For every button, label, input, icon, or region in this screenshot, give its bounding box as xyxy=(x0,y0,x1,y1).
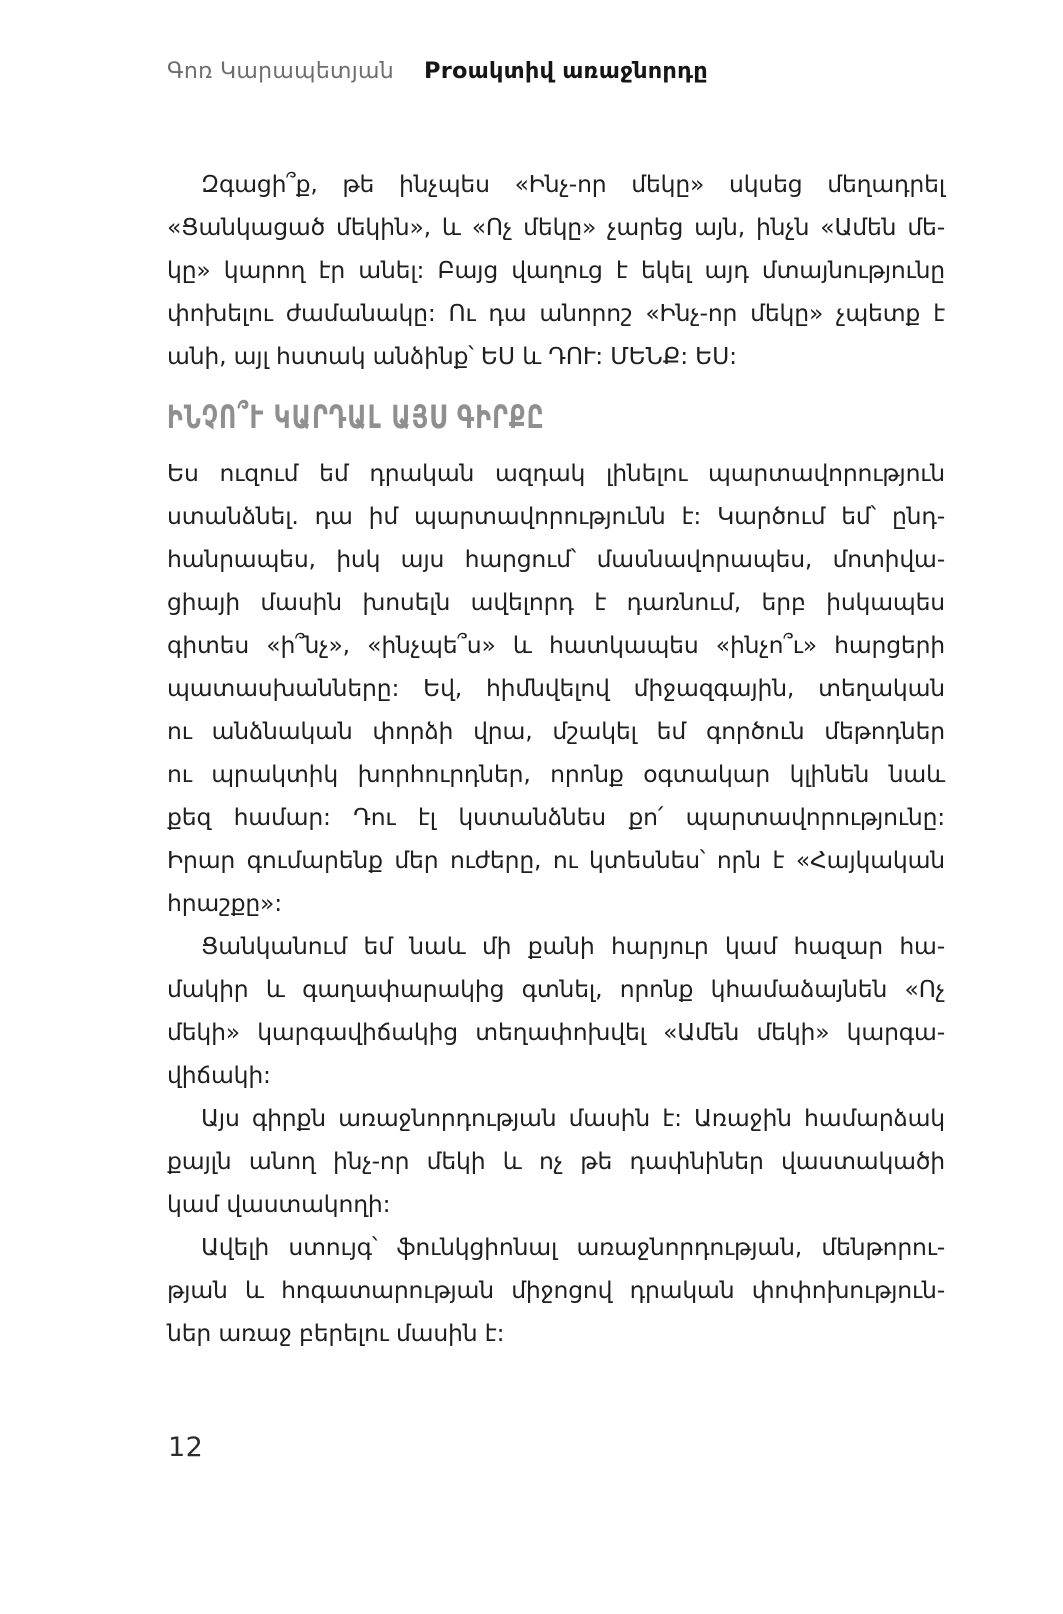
text-line: վիճակի: xyxy=(167,1061,271,1089)
text-line: անի, այլ հստակ անձինք՝ ԵՍ և ԴՈՒ: ՄԵՆՔ: ԵՍ: xyxy=(167,342,737,370)
paragraph xyxy=(167,452,945,925)
paragraph xyxy=(167,1226,945,1355)
text-line: պատասխանները: Եվ, հիմնվելով միջազգային, տեղական xyxy=(167,674,945,702)
text-line: Ավելի ստույգ՝ ֆունկցիոնալ առաջնորդության, մենթորու- xyxy=(201,1233,945,1261)
text-line: կամ վաստակողի: xyxy=(167,1190,391,1218)
text-line: քայլն անող ինչ-որ մեկի և ոչ թե դափնիներ վաստակածի xyxy=(167,1147,945,1175)
paragraphs-after-heading xyxy=(167,452,945,1355)
paragraph xyxy=(167,1097,945,1226)
text-line: թյան և հոգատարության միջոցով դրական փոփոխություն- xyxy=(167,1276,945,1304)
text-line: «Ցանկացած մեկին», և «Ոչ մեկը» չարեց այն, ինչն «Ամեն մե- xyxy=(167,213,945,241)
text-line: Ես ուզում եմ դրական ազդակ լինելու պարտավորություն xyxy=(167,459,945,487)
text-line: գիտես «ի՞նչ», «ինչպե՞ս» և հատկապես «ինչո՞ւ» հարցերի xyxy=(167,631,945,659)
text-line: հրաշքը»: xyxy=(167,889,282,917)
text-line: Իրար գումարենք մեր ուժերը, ու կտեսնես՝ որն է «Հայկական xyxy=(167,846,945,874)
text-line: Այս գիրքն առաջնորդության մասին է: Առաջին համարձակ xyxy=(201,1104,945,1132)
text-line: հանրապես, իսկ այս հարցում՝ մասնավորապես, մոտիվա- xyxy=(167,545,945,573)
text-line: ստանձնել. դա իմ պարտավորությունն է: Կարծում եմ՝ ընդ- xyxy=(167,502,945,530)
text-line: ցիայի մասին խոսելն ավելորդ է դառնում, երբ իսկապես xyxy=(167,588,945,616)
running-header xyxy=(167,58,943,84)
text-line: քեզ համար: Դու էլ կստանձնես քո՛ պարտավորությունը: xyxy=(167,803,945,831)
text-line: ներ առաջ բերելու մասին է: xyxy=(167,1319,505,1347)
text-line: ու անձնական փորձի վրա, մշակել եմ գործուն մեթոդներ xyxy=(167,717,945,745)
text-line: փոխելու ժամանակը: Ու դա անորոշ «Ինչ-որ մեկը» չպետք է xyxy=(167,299,945,327)
header-author: Գոռ Կարապետյան xyxy=(167,59,395,84)
page-number: 12 xyxy=(168,1432,204,1463)
text-line: Զգացի՞ք, թե ինչպես «Ինչ-որ մեկը» սկսեց մեղադրել xyxy=(201,170,945,198)
section-heading-text: ԻՆՉՈ՞Ւ ԿԱՐԴԱԼ ԱՅՍ ԳԻՐՔԸ xyxy=(167,398,545,436)
text-line: Ցանկանում եմ նաև մի քանի հարյուր կամ հազար հա- xyxy=(201,932,945,960)
text-line: մեկի» կարգավիճակից տեղափոխվել «Ամեն մեկի» կարգա- xyxy=(167,1018,945,1046)
header-book-title: Proակտիվ առաջնորդը xyxy=(424,58,708,84)
paragraphs-before-heading xyxy=(167,163,945,378)
text-line: մակիր և գաղափարակից գտնել, որոնք կհամաձայնեն «Ոչ xyxy=(167,975,945,1003)
text-column xyxy=(167,163,945,1355)
section-heading xyxy=(167,394,945,440)
text-line: ու պրակտիկ խորհուրդներ, որոնք օգտակար կլինեն նաև xyxy=(167,760,945,788)
paragraph xyxy=(167,163,945,378)
text-line: կը» կարող էր անել: Բայց վաղուց է եկել այդ մտայնությունը xyxy=(167,256,945,284)
paragraph xyxy=(167,925,945,1097)
